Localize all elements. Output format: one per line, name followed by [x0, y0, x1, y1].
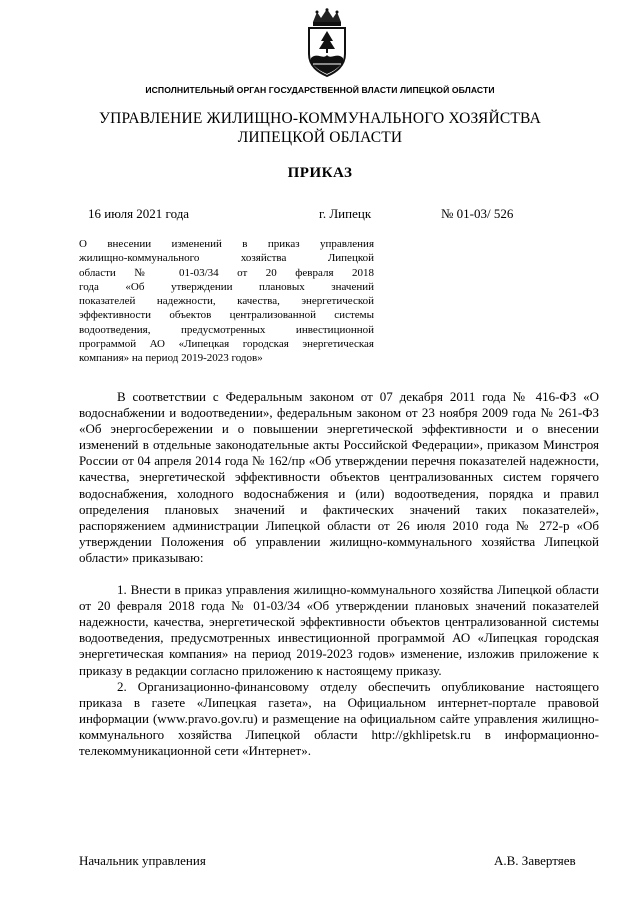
order-item-2	[79, 679, 599, 759]
department-name-line-2: ЛИПЕЦКОЙ ОБЛАСТИ	[237, 129, 403, 146]
order-subject	[79, 237, 374, 366]
subject-line: программой АО «Липецкая городская энергетическая	[79, 338, 374, 351]
signatory-name: А.В. Завертяев	[494, 853, 576, 868]
order-item-number: 2.	[117, 678, 127, 694]
subject-line: компания» на период 2019-2023 годов»	[79, 352, 263, 365]
document-title: ПРИКАЗ	[287, 165, 353, 181]
order-item-number: 1.	[117, 582, 127, 598]
subject-line: водоотведения, предусмотренных инвестиционной	[79, 323, 374, 336]
order-city: г. Липецк	[319, 206, 372, 221]
subject-line: области № 01-03/34 от 20 февраля 2018	[79, 266, 374, 279]
signatory-title: Начальник управления	[79, 853, 206, 868]
order-date: 16 июля 2021 года	[88, 206, 190, 221]
subject-line: жилищно-коммунального хозяйства Липецкой	[79, 252, 374, 265]
subject-line: О внесении изменений в приказ управления	[79, 238, 374, 250]
department-name	[0, 109, 640, 147]
order-number: № 01-03/ 526	[441, 206, 514, 221]
subject-line: эффективности объектов централизованной системы	[79, 309, 374, 322]
order-item-text: Организационно-финансовому отделу обеспечить опубликование настоящего приказа в газете «Липецкая газета», на Официальном интернет-портале правовой информации (www.pravo.gov.ru) и размещение на официальном сайте управления жилищно-коммунального хозяйства Липецкой области http://gkhlipetsk.ru в информационно-телекоммуникационной сети «Интернет».	[79, 678, 599, 758]
department-name-line-1: УПРАВЛЕНИЕ ЖИЛИЩНО-КОММУНАЛЬНОГО ХОЗЯЙСТВА	[98, 110, 541, 127]
order-body	[79, 389, 599, 759]
order-item-1	[79, 582, 599, 679]
preamble-paragraph: В соответствии с Федеральным законом от 07 декабря 2011 года № 416-ФЗ «О водоснабжении и водоотведении», федеральным законом от 23 ноября 2009 года № 261-ФЗ «Об энергосбережении и о повышении энергетической эффективности и о внесении изменений в отдельные законодательные акты Российской Федерации», приказом Минстроя России от 04 апреля 2014 года № 162/пр «Об утверждении перечня показателей надежности, качества, энергетической эффективности объектов централизованных систем горячего водоснабжения, холодного водоснабжения и (или) водоотведения, порядка и правил определения плановых значений и фактических значений таких показателей», распоряжением администрации Липецкой области от 26 июля 2010 года № 272-р «Об утверждении Положения об управлении жилищно-коммунального хозяйства Липецкой области» приказываю:	[79, 389, 599, 565]
order-item-text: Внести в приказ управления жилищно-коммунального хозяйства Липецкой области от 20 февраля 2018 года № 01-03/34 «Об утверждении плановых значений показателей надежности, качества, энергетической эффективности объектов централизованной системы водоотведения, предусмотренных инвестиционной программой АО «Липецкая городская энергетическая компания» на период 2019-2023 годов» изменение, изложив приложение к приказу в редакции согласно приложению к настоящему приказу.	[79, 582, 600, 678]
organization-name: ИСПОЛНИТЕЛЬНЫЙ ОРГАН ГОСУДАРСТВЕННОЙ ВЛАСТИ ЛИПЕЦКОЙ ОБЛАСТИ	[145, 85, 495, 95]
subject-line: года «Об утверждении плановых значений	[79, 280, 374, 293]
lipetsk-region-coat-of-arms-icon	[303, 8, 351, 80]
subject-line: показателей надежности, качества, энергетической	[79, 295, 374, 308]
